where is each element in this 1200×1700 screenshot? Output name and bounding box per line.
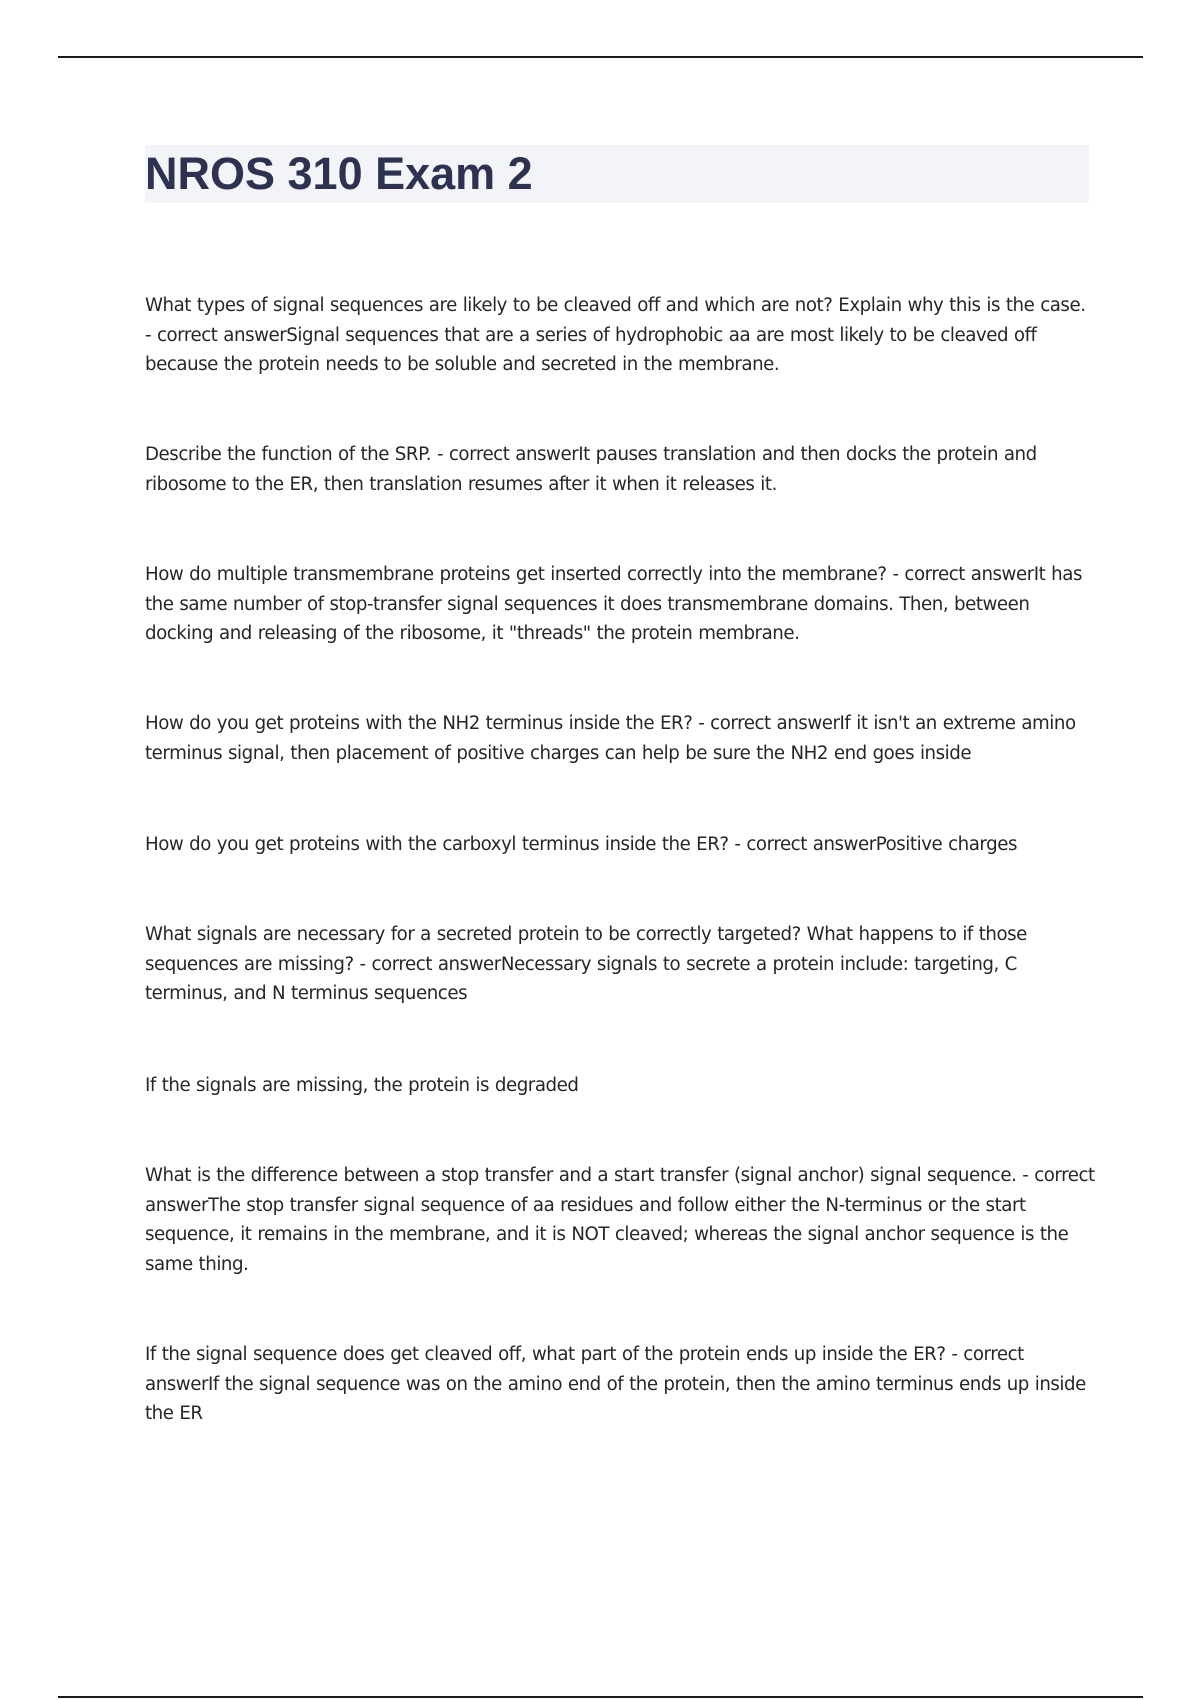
qa-paragraph-3: How do multiple transmembrane proteins get inserted correctly into the membrane? - correct answerIt has the same number of stop-transfer signal sequences it does transmembrane domains. Then, between docking and releasing of the ribosome, it "threads" the protein membrane. <box>145 564 1082 644</box>
bottom-rule <box>58 1696 1143 1698</box>
document-title: NROS 310 Exam 2 <box>145 148 533 199</box>
qa-paragraph-8: What is the difference between a stop transfer and a start transfer (signal anchor) signal sequence. - correct answerThe stop transfer signal sequence of aa residues and follow either the N-terminus or the start sequence, it remains in the membrane, and it is NOT cleaved; whereas the signal anchor sequence is the same thing. <box>145 1165 1095 1275</box>
qa-paragraph-7: If the signals are missing, the protein is degraded <box>145 1075 579 1096</box>
qa-paragraph-9: If the signal sequence does get cleaved off, what part of the protein ends up inside the ER? - correct answerIf the signal sequence was on the amino end of the protein, then the amino terminus ends up inside the ER <box>145 1344 1086 1424</box>
qa-paragraph-1: What types of signal sequences are likely to be cleaved off and which are not? Explain why this is the case. - correct answerSignal sequences that are a series of hydrophobic aa are most likely to be cleaved off because the protein needs to be soluble and secreted in the membrane. <box>145 295 1086 375</box>
qa-paragraph-6: What signals are necessary for a secreted protein to be correctly targeted? What happens to if those sequences are missing? - correct answerNecessary signals to secrete a protein include: targeting, C terminus, and N terminus sequences <box>145 924 1027 1004</box>
qa-paragraph-4: How do you get proteins with the NH2 terminus inside the ER? - correct answerIf it isn't an extreme amino terminus signal, then placement of positive charges can help be sure the NH2 end goes inside <box>145 713 1076 764</box>
qa-paragraph-2: Describe the function of the SRP. - correct answerIt pauses translation and then docks the protein and ribosome to the ER, then translation resumes after it when it releases it. <box>145 444 1037 495</box>
top-rule <box>58 56 1143 58</box>
qa-paragraph-5: How do you get proteins with the carboxyl terminus inside the ER? - correct answerPositive charges <box>145 834 1017 855</box>
